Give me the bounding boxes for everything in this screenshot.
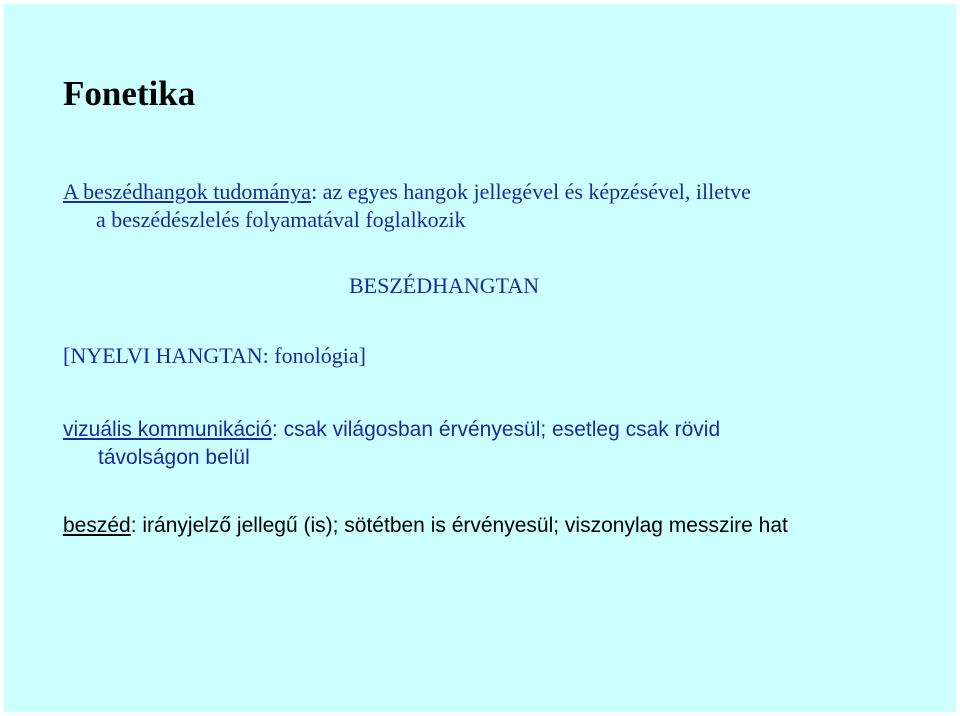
speech-paragraph — [63, 512, 788, 540]
speech-text: : irányjelző jellegű (is); sötétben is érvényesül; viszonylag messzire hat — [130, 514, 788, 537]
visual-text-line1: : csak világosban érvényesül; esetleg csak rövid — [271, 418, 721, 441]
definition-term: A beszédhangok tudománya — [63, 179, 312, 204]
slide — [4, 4, 956, 712]
definition-text-line2: a beszédészlelés folyamatával foglalkozik — [96, 207, 466, 232]
bracket-note: [NYELVI HANGTAN: fonológia] — [63, 343, 366, 368]
visual-text-line2: távolságon belül — [98, 446, 250, 469]
speech-term: beszéd — [63, 514, 131, 537]
slide-title: Fonetika — [63, 74, 196, 113]
visual-term: vizuális kommunikáció — [63, 418, 272, 441]
definition-paragraph — [63, 178, 751, 234]
center-heading: BESZÉDHANGTAN — [349, 273, 540, 298]
visual-paragraph — [63, 416, 720, 472]
definition-text-line1: : az egyes hangok jellegével és képzésével, illetve — [311, 179, 751, 204]
